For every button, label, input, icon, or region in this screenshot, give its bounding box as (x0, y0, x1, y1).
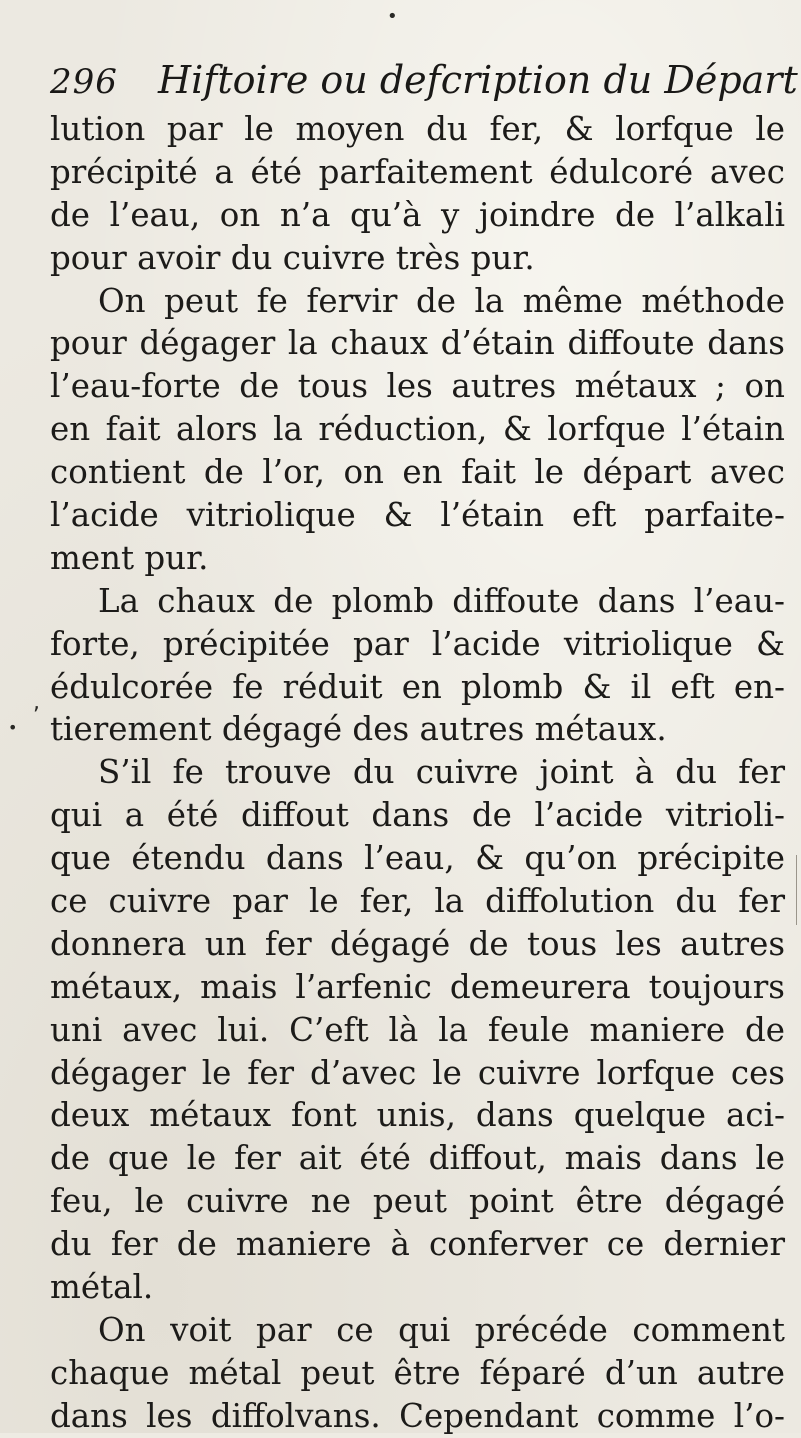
text-line: qui a été diffout dans de l’acide vitrioli- (50, 796, 785, 835)
running-title: Hiftoire ou defcription du Départ (158, 58, 798, 102)
text-line: pour avoir du cuivre très pur. (50, 238, 535, 277)
text-line: ment pur. (50, 538, 209, 577)
text-line: uni avec lui. C’eft là la feule maniere de (50, 1010, 785, 1049)
text-line: métal. (50, 1268, 154, 1307)
text-line: donnera un fer dégagé de tous les autres (50, 924, 785, 963)
text-line: feu, le cuivre ne peut point être dégagé (50, 1182, 785, 1221)
text-line: de l’eau, on n’a qu’à y joindre de l’alkali (50, 195, 785, 234)
page-header (50, 58, 798, 110)
text-line: S’il fe trouve du cuivre joint à du fer (98, 753, 785, 792)
margin-mark: , (33, 690, 40, 715)
text-line: ce cuivre par le fer, la diffolution du fer (50, 882, 785, 921)
text-line: métaux, mais l’arfenic demeurera toujours (50, 967, 785, 1006)
ink-speck: • (387, 6, 398, 27)
text-line: On voit par ce qui précéde comment (98, 1310, 785, 1349)
text-line: que étendu dans l’eau, & qu’on précipite (50, 839, 785, 878)
body-text (50, 108, 785, 1438)
page-number: 296 (50, 62, 118, 102)
text-line: La chaux de plomb diffoute dans l’eau- (98, 581, 785, 620)
text-line: dans les diffolvans. Cependant comme l’o- (50, 1396, 785, 1435)
page-edge-shadow (796, 855, 797, 925)
text-line: On peut fe fervir de la même méthode (98, 281, 785, 320)
text-line: dégager le fer d’avec le cuivre lorfque ces (50, 1053, 785, 1092)
text-line: l’acide vitriolique & l’étain eft parfaite- (50, 496, 785, 535)
text-line: du fer de maniere à conferver ce dernier (50, 1225, 785, 1264)
text-line: deux métaux font unis, dans quelque aci- (50, 1096, 785, 1135)
text-line: l’eau-forte de tous les autres métaux ; on (50, 367, 785, 406)
text-line: en fait alors la réduction, & lorfque l’étain (50, 410, 785, 449)
text-line: lution par le moyen du fer, & lorfque le (50, 110, 785, 148)
text-line: pour dégager la chaux d’étain diffoute dans (50, 324, 785, 363)
text-line: édulcorée fe réduit en plomb & il eft en- (50, 667, 785, 706)
text-line: précipité a été parfaitement édulcoré avec (50, 152, 785, 191)
text-line: tierement dégagé des autres métaux. (50, 710, 667, 749)
text-line: de que le fer ait été diffout, mais dans le (50, 1139, 785, 1178)
text-line: forte, précipitée par l’acide vitriolique & (50, 624, 785, 663)
margin-speck: • (8, 718, 18, 737)
text-line: chaque métal peut être féparé d’un autre (50, 1353, 785, 1392)
text-line: contient de l’or, on en fait le départ avec (50, 453, 785, 492)
